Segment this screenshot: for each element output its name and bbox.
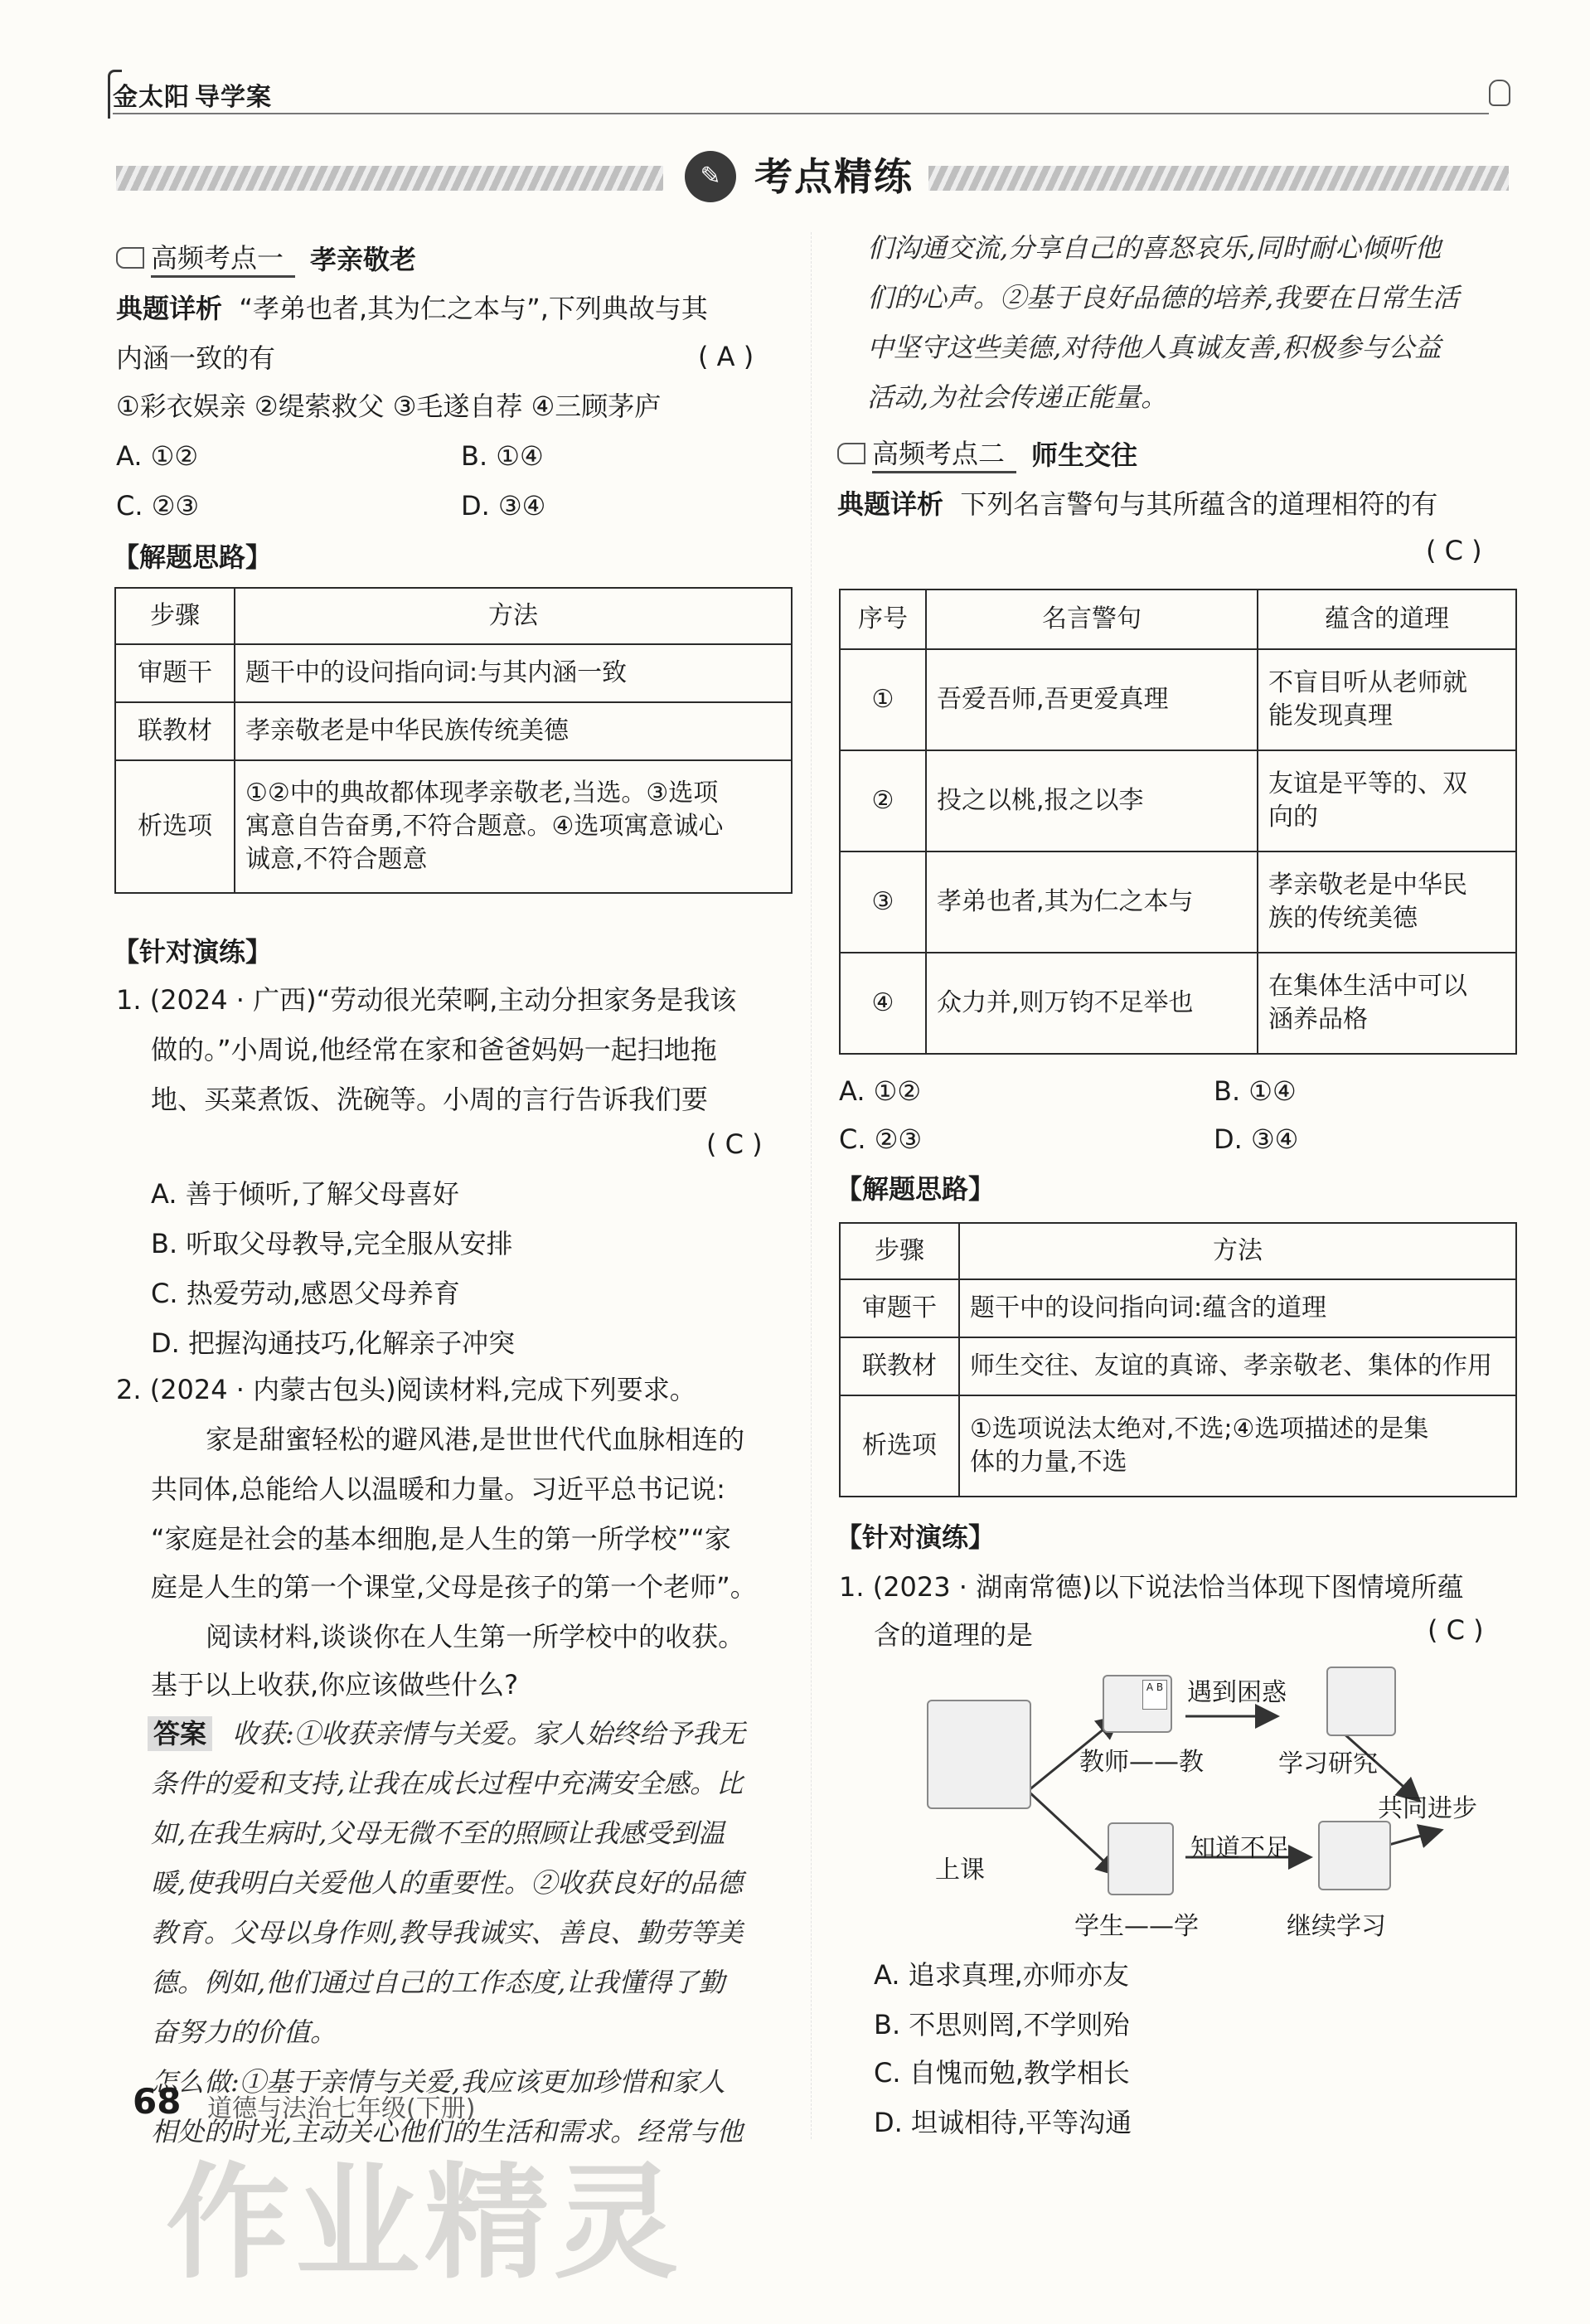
student-picture [1108,1822,1174,1895]
table-method: 师生交往、友谊的真谛、孝亲敬老、集体的作用 [959,1337,1516,1395]
brand [113,73,272,116]
quote-meaning [1258,750,1516,851]
answer-line: 条件的爱和支持,让我在成长过程中充满安全感。比 [151,1768,744,1799]
example-answer: ( A ) [698,341,754,372]
section-title: 考点精练 [754,154,914,199]
option-c: C. ②③ [116,490,200,522]
table-row [115,644,792,702]
diagram-teacher: 教师——教 [1079,1748,1204,1777]
q1-option-b: B. 听取父母教导,完全服从安排 [151,1228,513,1259]
example-answer-right: ( C ) [1426,535,1482,566]
teacher-picture [1103,1675,1172,1733]
quote-meaning-line: 能发现真理 [1268,701,1393,730]
option-a: A. ①② [116,440,199,472]
answer-line: 如,在我生病时,父母无微不至的照顾让我感受到温 [151,1817,725,1849]
key-point-name: 孝亲敬老 [310,243,417,275]
table-row [115,702,792,760]
example-items: ①彩衣娱亲 ②缇萦救父 ③毛遂自荐 ④三顾茅庐 [116,391,662,422]
example-tag: 典题详析 [837,488,944,520]
table-method: 孝亲敬老是中华民族传统美德 [235,702,792,760]
q2-line1: 2. (2024 · 内蒙古包头)阅读材料,完成下列要求。 [116,1374,696,1405]
quote-meaning-line: 涵养品格 [1268,1005,1368,1034]
option-d: D. ③④ [461,490,546,522]
example-stem-line2: 内涵一致的有 [116,342,276,374]
table-step: 审题干 [115,644,235,702]
footer-title: 道德与法治七年级(下册) [207,2094,476,2123]
table-step: 审题干 [840,1279,959,1337]
quote-no: ④ [840,953,926,1054]
classroom-picture [927,1700,1031,1809]
table-method: 题干中的设问指向词:蕴含的道理 [959,1279,1516,1337]
study-picture [1318,1821,1391,1890]
table-method-line: ①选项说法太绝对,不选;④选项描述的是集 [970,1414,1429,1443]
approach-title: 【解题思路】 [113,541,273,573]
quote-text: 吾爱吾师,吾更爱真理 [926,649,1258,750]
q1r-option-c: C. 自愧而勉,教学相长 [874,2057,1130,2089]
approach-table-right [839,1222,1517,1497]
table-method: 题干中的设问指向词:与其内涵一致 [235,644,792,702]
answer-line: 德。例如,他们通过自己的工作态度,让我懂得了勤 [151,1967,725,1998]
table-step: 联教材 [115,702,235,760]
key-point-1 [116,237,416,278]
table-method [235,760,792,893]
column-divider [811,232,812,2139]
q1-line1: 1. (2024 · 广西)“劳动很光荣啊,主动分担家务是我该 [116,984,737,1016]
diagram-confused: 遇到困惑 [1187,1678,1287,1707]
q2-para3: “家庭是社会的基本细胞,是人生的第一所学校”“家 [151,1523,731,1555]
table-row [840,1279,1516,1337]
table-header-cell: 方法 [959,1223,1516,1279]
table-header-row [840,589,1516,649]
quote-meaning-line: 在集体生活中可以 [1268,972,1467,1001]
table-row [840,953,1516,1054]
q2-para2: 共同体,总能给人以温暖和力量。习近平总书记说: [151,1473,725,1505]
lightbulb-icon [1489,80,1510,106]
table-method-line: 诚意,不符合题意 [245,845,428,874]
table-step: 析选项 [115,760,235,893]
q1r-option-a: A. 追求真理,亦师亦友 [874,1959,1129,1991]
quote-meaning-line: 族的传统美德 [1268,904,1418,933]
table-header-cell: 序号 [840,589,926,649]
table-method [959,1395,1516,1497]
option-b: B. ①④ [461,440,544,472]
banner-stripes-right [928,166,1509,191]
q2-para6: 基于以上收获,你应该做些什么? [151,1669,519,1701]
quote-meaning-line: 友谊是平等的、双 [1268,769,1467,798]
watermark: 作业精灵 [166,2152,684,2296]
table-header-row [115,588,792,644]
practice-title: 【针对演练】 [113,936,273,968]
q1-line3: 地、买菜煮饭、洗碗等。小周的言行告诉我们要 [151,1084,709,1115]
research-picture [1326,1667,1396,1736]
q1r-line1: 1. (2023 · 湖南常德)以下说法恰当体现下图情境所蕴 [839,1571,1464,1603]
example-tag: 典题详析 [116,293,223,324]
table-header-cell: 步骤 [840,1223,959,1279]
answer-line: 奋努力的价值。 [151,2016,337,2048]
answer-line: 收获:①收获亲情与关爱。家人始终给予我无 [232,1718,745,1749]
q1r-option-d: D. 坦诚相待,平等沟通 [874,2107,1132,2138]
table-header-cell: 方法 [235,588,792,644]
option-a-right: A. ①② [839,1075,922,1107]
table-method-line: 体的力量,不选 [970,1448,1127,1477]
answer-line: 怎么做:①基于亲情与关爱,我应该更加珍惜和家人 [151,2066,725,2098]
quote-text: 孝弟也者,其为仁之本与 [926,851,1258,953]
key-point-name: 师生交往 [1031,439,1138,471]
example-stem-right [837,488,1437,521]
key-point-arrow-icon [837,443,865,464]
option-c-right: C. ②③ [839,1123,923,1155]
diagram-progress: 共同进步 [1378,1794,1477,1823]
quote-meaning [1258,953,1516,1054]
q1-line2: 做的。”小周说,他经常在家和爸爸妈妈一起扫地拖 [151,1034,717,1065]
example-stem: 下列名言警句与其所蕴含的道理相符的有 [960,488,1438,520]
key-point-label: 高频考点一 [151,237,295,278]
table-row [840,851,1516,953]
q1-option-a: A. 善于倾听,了解父母喜好 [151,1178,459,1210]
example-stem: “孝弟也者,其为仁之本与”,下列典故与其 [239,293,708,324]
quote-meaning-line: 向的 [1268,803,1318,832]
quote-text: 众力并,则万钧不足举也 [926,953,1258,1054]
quote-meaning-line: 孝亲敬老是中华民 [1268,871,1467,900]
practice-title-right: 【针对演练】 [836,1521,996,1553]
diagram-student: 学生——学 [1074,1912,1199,1941]
answer-cont-line: 中坚守这些美德,对待他人真诚友善,积极参与公益 [867,332,1442,363]
approach-table-left [114,587,793,894]
diagram-research: 学习研究 [1278,1749,1378,1778]
q1r-line2: 含的道理的是 [874,1619,1034,1651]
brand-name: 金太阳 [113,83,190,112]
brand-product: 导学案 [195,83,272,112]
answer-line: 相处的时光,主动关心他们的生活和需求。经常与他 [151,2116,744,2147]
answer-cont-line: 活动,为社会传递正能量。 [867,381,1168,413]
table-row [840,649,1516,750]
example-stem-line1 [116,292,708,325]
diagram-class: 上课 [935,1856,985,1885]
diagram-lacking: 知道不足 [1190,1834,1290,1863]
answer-line: 暖,使我明白关爱他人的重要性。②收获良好的品德 [151,1867,744,1899]
q2-para1: 家是甜蜜轻松的避风港,是世世代代血脉相连的 [206,1424,745,1455]
table-method-line: ①②中的典故都体现孝亲敬老,当选。③选项 [245,779,719,808]
answer-cont-line: 们沟通交流,分享自己的喜怒哀乐,同时耐心倾听他 [867,232,1442,264]
quote-no: ② [840,750,926,851]
quote-table [839,589,1517,1055]
header-rule [113,113,1489,114]
table-header-row [840,1223,1516,1279]
table-step: 析选项 [840,1395,959,1497]
answer-tag: 答案 [153,1718,206,1749]
q1r-option-b: B. 不思则罔,不学则殆 [874,2009,1130,2040]
table-row [840,1337,1516,1395]
pencil-icon: ✎ [685,151,736,202]
quote-meaning [1258,851,1516,953]
answer-cont-line: 们的心声。②基于良好品德的培养,我要在日常生活 [867,282,1460,313]
table-header-cell: 名言警句 [926,589,1258,649]
quote-meaning-line: 不盲目听从老师就 [1268,668,1467,697]
quote-no: ③ [840,851,926,953]
banner-stripes-left [116,166,663,191]
q1-option-d: D. 把握沟通技巧,化解亲子冲突 [151,1327,516,1359]
quote-meaning [1258,649,1516,750]
table-header-cell: 蕴含的道理 [1258,589,1516,649]
key-point-arrow-icon [116,247,144,269]
option-d-right: D. ③④ [1214,1123,1299,1155]
quote-text: 投之以桃,报之以李 [926,750,1258,851]
q1-answer: ( C ) [706,1128,763,1160]
table-row [840,1395,1516,1497]
table-row [840,750,1516,851]
table-method-line: 寓意自告奋勇,不符合题意。④选项寓意诚心 [245,812,724,841]
table-step: 联教材 [840,1337,959,1395]
answer-line: 教育。父母以身作则,教导我诚实、善良、勤劳等美 [151,1917,744,1948]
option-b-right: B. ①④ [1214,1075,1297,1107]
q1r-answer: ( C ) [1428,1614,1484,1646]
q2-para4: 庭是人生的第一个课堂,父母是孩子的第一个老师”。 [151,1571,757,1603]
key-point-2 [837,433,1137,473]
approach-title-right: 【解题思路】 [836,1173,996,1205]
page-number: 68 [133,2081,182,2122]
answer-tag-box [148,1716,212,1751]
diagram-continue: 继续学习 [1287,1912,1386,1941]
blackboard-icon: A B [1142,1680,1167,1710]
q2-para5: 阅读材料,谈谈你在人生第一所学校中的收获。 [206,1621,745,1652]
q1-option-c: C. 热爱劳动,感恩父母养育 [151,1278,460,1309]
quote-no: ① [840,649,926,750]
table-row [115,760,792,893]
key-point-label: 高频考点二 [872,433,1016,473]
table-header-cell: 步骤 [115,588,235,644]
